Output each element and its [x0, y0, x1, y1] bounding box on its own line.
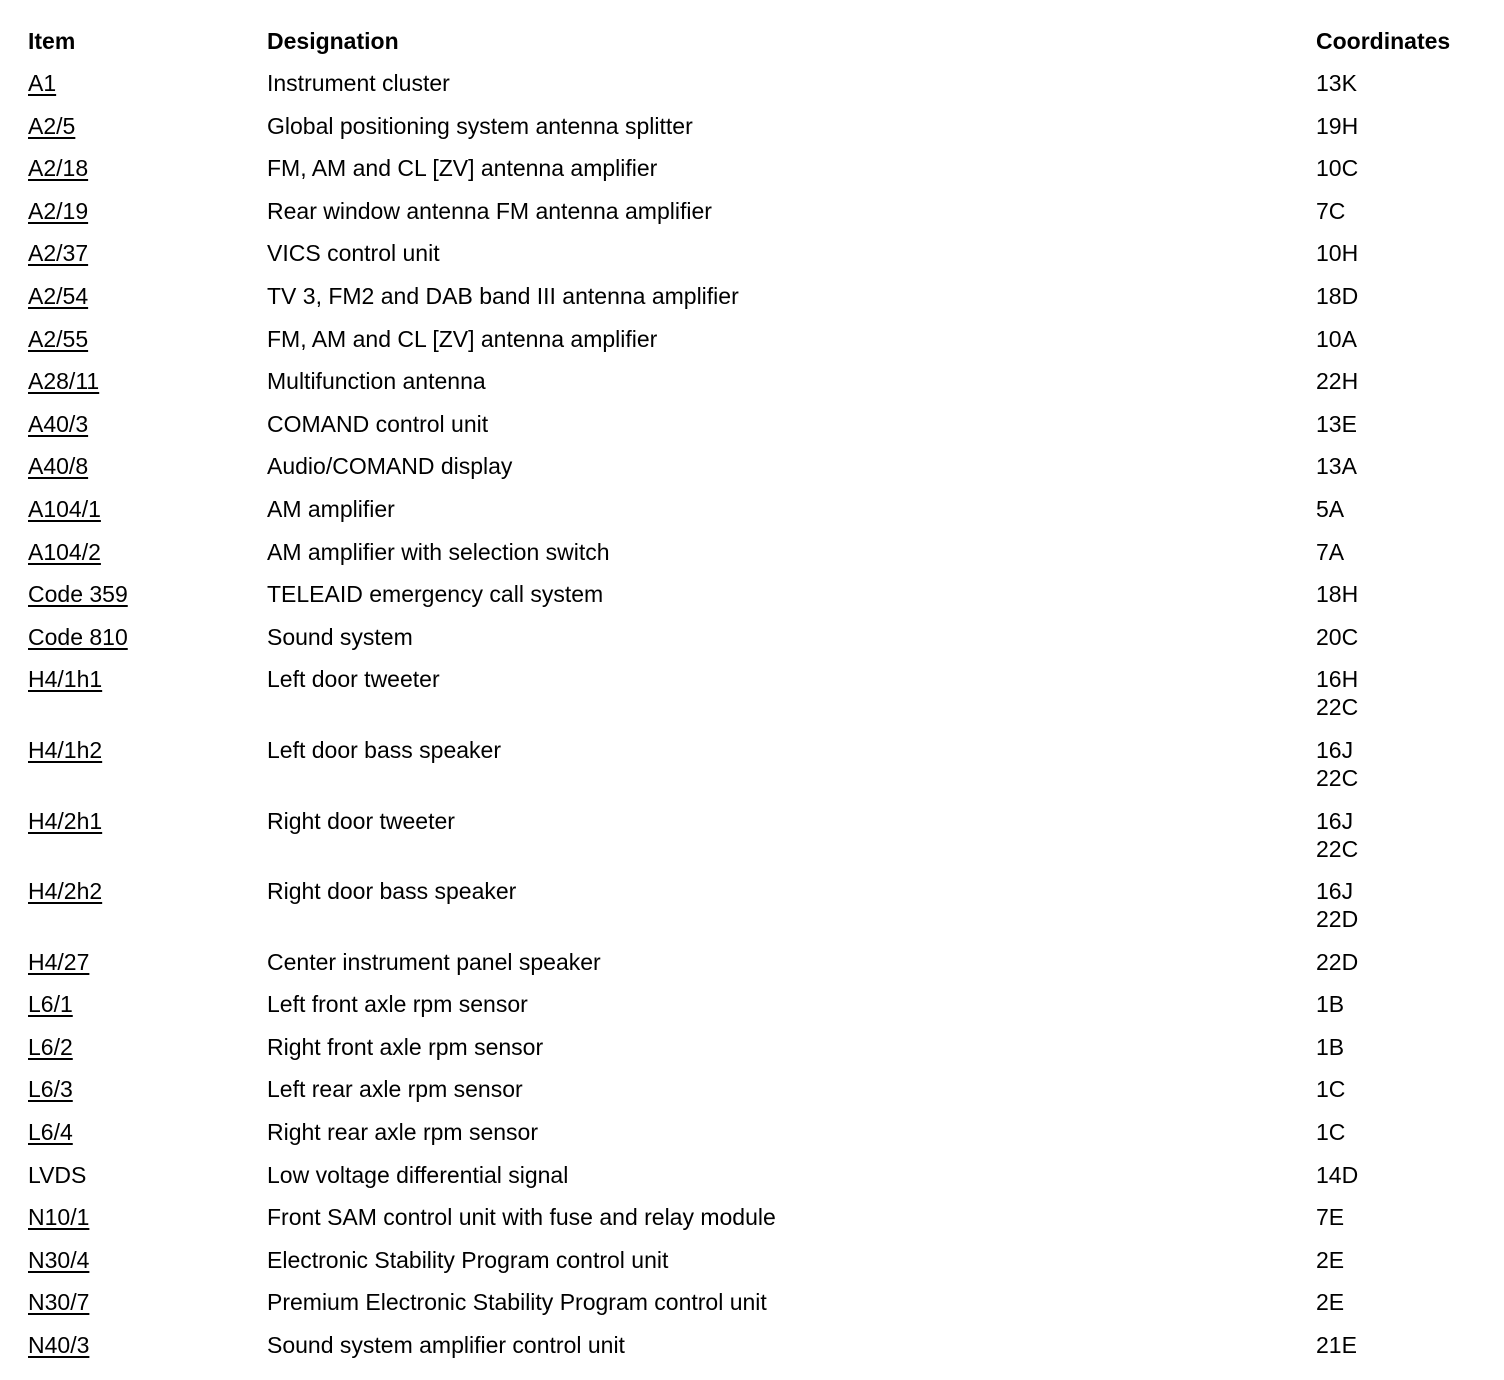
item-link[interactable]: A1 [28, 70, 57, 96]
item-cell [28, 1288, 267, 1316]
item-link[interactable]: H4/27 [28, 948, 90, 975]
item-cell [28, 410, 267, 438]
table-row [28, 452, 1488, 480]
item-cell [28, 1033, 267, 1061]
coordinate-value: 20C [1316, 623, 1359, 650]
designation-cell: AM amplifier with selection switch [267, 538, 610, 565]
coordinate-value: 16J [1316, 807, 1354, 834]
coordinate-value: 7C [1316, 197, 1346, 224]
table-body [28, 69, 1488, 1359]
designation-cell: FM, AM and CL [ZV] antenna amplifier [267, 325, 658, 352]
item-link[interactable]: Code 359 [28, 581, 128, 608]
item-link[interactable]: A104/2 [28, 538, 101, 565]
item-cell [28, 239, 267, 267]
coordinate-value: 1B [1316, 1033, 1345, 1060]
coordinate-value: 7A [1316, 538, 1345, 565]
table-row [28, 1033, 1488, 1061]
table-row [28, 410, 1488, 438]
designation-cell: Front SAM control unit with fuse and relay module [267, 1204, 776, 1231]
coordinate-value: 22H [1316, 368, 1359, 395]
coordinates-cell [1316, 1331, 1488, 1359]
designation-cell: Electronic Stability Program control unit [267, 1246, 669, 1273]
item-cell [28, 325, 267, 353]
table-row [28, 282, 1488, 310]
item-cell [28, 877, 267, 933]
coordinates-cell [1316, 495, 1488, 523]
item-cell [28, 197, 267, 225]
coordinate-value: 22C [1316, 835, 1359, 862]
item-cell [28, 538, 267, 566]
coordinates-cell [1316, 580, 1488, 608]
coordinate-value: 22C [1316, 694, 1359, 721]
designation-cell: COMAND control unit [267, 410, 489, 437]
table-row [28, 990, 1488, 1018]
coordinate-value: 18D [1316, 282, 1359, 309]
designation-cell: VICS control unit [267, 240, 440, 267]
coordinates-cell [1316, 990, 1488, 1018]
table-row [28, 580, 1488, 608]
coordinates-cell [1316, 1075, 1488, 1103]
coordinates-cell [1316, 367, 1488, 395]
coordinates-cell [1316, 1161, 1488, 1189]
coordinates-cell [1316, 112, 1488, 140]
coordinate-value: 13A [1316, 453, 1357, 480]
item-link[interactable]: N30/7 [28, 1289, 90, 1316]
table-row [28, 495, 1488, 523]
item-cell [28, 69, 267, 97]
designation-cell: Rear window antenna FM antenna amplifier [267, 197, 712, 224]
item-cell [28, 623, 267, 651]
coordinates-cell [1316, 807, 1488, 863]
coordinates-cell [1316, 1118, 1488, 1146]
table-row [28, 736, 1488, 792]
item-cell [28, 154, 267, 182]
table-row [28, 538, 1488, 566]
item-link[interactable]: A2/18 [28, 155, 89, 182]
designation-cell: AM amplifier [267, 495, 395, 522]
designation-cell: Audio/COMAND display [267, 453, 513, 480]
designation-cell: Low voltage differential signal [267, 1161, 569, 1188]
table-row [28, 1288, 1488, 1316]
table-row [28, 877, 1488, 933]
item-link[interactable]: A28/11 [28, 368, 100, 395]
item-cell [28, 948, 267, 976]
item-cell [28, 990, 267, 1018]
item-cell [28, 1203, 267, 1231]
designation-cell: Left door tweeter [267, 666, 440, 693]
item-cell [28, 1118, 267, 1146]
header-designation: Designation [267, 28, 399, 54]
designation-cell: Left front axle rpm sensor [267, 991, 528, 1018]
coordinates-cell [1316, 948, 1488, 976]
designation-cell: Left door bass speaker [267, 736, 501, 763]
table-row [28, 623, 1488, 651]
item-link[interactable]: A40/3 [28, 410, 89, 437]
coordinate-value: 2E [1316, 1246, 1345, 1273]
header-coordinates: Coordinates [1316, 28, 1451, 54]
coordinates-cell [1316, 197, 1488, 225]
item-link[interactable]: H4/1h2 [28, 736, 103, 763]
table-row [28, 665, 1488, 721]
item-cell [28, 452, 267, 480]
coordinate-value: 22D [1316, 948, 1359, 975]
designation-cell: Right front axle rpm sensor [267, 1033, 544, 1060]
item-link[interactable]: A2/55 [28, 325, 89, 352]
coordinates-cell [1316, 665, 1488, 721]
item-link[interactable]: H4/2h1 [28, 807, 103, 834]
designation-cell: Global positioning system antenna splitter [267, 112, 693, 139]
coordinate-value: 22D [1316, 906, 1359, 933]
table-row [28, 239, 1488, 267]
item-link[interactable]: L6/1 [28, 991, 73, 1018]
coordinate-value: 13K [1316, 70, 1357, 96]
item-link[interactable]: Code 810 [28, 623, 128, 650]
table-row [28, 1075, 1488, 1103]
coordinate-value: 16J [1316, 736, 1354, 763]
coordinate-value: 10H [1316, 240, 1359, 267]
item-label: LVDS [28, 1161, 87, 1188]
item-cell [28, 495, 267, 523]
coordinates-cell [1316, 1203, 1488, 1231]
coordinate-value: 1B [1316, 991, 1345, 1018]
item-cell [28, 580, 267, 608]
coordinate-value: 13E [1316, 410, 1357, 437]
coordinate-value: 18H [1316, 581, 1359, 608]
item-cell [28, 1075, 267, 1103]
designation-cell: Premium Electronic Stability Program control unit [267, 1289, 767, 1316]
coordinates-cell [1316, 1246, 1488, 1274]
designation-cell: Left rear axle rpm sensor [267, 1076, 523, 1103]
table-header [28, 27, 1488, 55]
item-link[interactable]: H4/2h2 [28, 878, 103, 905]
designation-cell: Sound system amplifier control unit [267, 1332, 625, 1359]
item-cell [28, 1161, 267, 1189]
item-link[interactable]: L6/3 [28, 1076, 73, 1103]
item-cell [28, 1331, 267, 1359]
table-row [28, 1203, 1488, 1231]
coordinates-cell [1316, 69, 1488, 97]
component-legend-table [28, 27, 1488, 1374]
coordinates-cell [1316, 325, 1488, 353]
coordinates-cell [1316, 282, 1488, 310]
item-link[interactable]: A104/1 [28, 495, 101, 522]
coordinate-value: 14D [1316, 1161, 1359, 1188]
table-row [28, 112, 1488, 140]
coordinate-value: 10C [1316, 155, 1359, 182]
coordinate-value: 10A [1316, 325, 1357, 352]
coordinate-value: 7E [1316, 1204, 1345, 1231]
item-cell [28, 367, 267, 395]
designation-cell: Instrument cluster [267, 70, 450, 96]
table-row [28, 948, 1488, 976]
coordinate-value: 2E [1316, 1289, 1345, 1316]
item-link[interactable]: N40/3 [28, 1332, 90, 1359]
item-link[interactable]: A40/8 [28, 453, 89, 480]
item-link[interactable]: L6/4 [28, 1119, 73, 1146]
table-row [28, 1246, 1488, 1274]
coordinate-value: 16J [1316, 878, 1354, 905]
designation-cell: TELEAID emergency call system [267, 581, 604, 608]
designation-cell: TV 3, FM2 and DAB band III antenna amplifier [267, 282, 739, 309]
coordinate-value: 16H [1316, 666, 1359, 693]
coordinates-cell [1316, 410, 1488, 438]
item-cell [28, 807, 267, 863]
table-row [28, 807, 1488, 863]
item-link[interactable]: H4/1h1 [28, 666, 103, 693]
coordinates-cell [1316, 1033, 1488, 1061]
coordinates-cell [1316, 877, 1488, 933]
table-row [28, 1161, 1488, 1189]
table-row [28, 1331, 1488, 1359]
item-cell [28, 736, 267, 792]
item-link[interactable]: A2/54 [28, 282, 89, 309]
item-cell [28, 665, 267, 721]
coordinates-cell [1316, 538, 1488, 566]
coordinate-value: 1C [1316, 1119, 1346, 1146]
item-link[interactable]: A2/37 [28, 240, 89, 267]
designation-cell: Right door bass speaker [267, 878, 517, 905]
designation-cell: Right door tweeter [267, 807, 455, 834]
designation-cell: Center instrument panel speaker [267, 948, 601, 975]
coordinates-cell [1316, 1288, 1488, 1316]
table-row [28, 197, 1488, 225]
coordinates-cell [1316, 623, 1488, 651]
coordinates-cell [1316, 239, 1488, 267]
coordinate-value: 22C [1316, 764, 1359, 791]
coordinates-cell [1316, 736, 1488, 792]
item-cell [28, 282, 267, 310]
item-link[interactable]: L6/2 [28, 1033, 73, 1060]
table-row [28, 1118, 1488, 1146]
item-link[interactable]: N10/1 [28, 1204, 90, 1231]
item-link[interactable]: N30/4 [28, 1246, 90, 1273]
designation-cell: FM, AM and CL [ZV] antenna amplifier [267, 155, 658, 182]
designation-cell: Sound system [267, 623, 413, 650]
item-link[interactable]: A2/5 [28, 112, 76, 139]
coordinates-cell [1316, 452, 1488, 480]
table-row [28, 69, 1488, 97]
coordinate-value: 5A [1316, 495, 1345, 522]
coordinate-value: 19H [1316, 112, 1359, 139]
designation-cell: Right rear axle rpm sensor [267, 1119, 538, 1146]
coordinates-cell [1316, 154, 1488, 182]
coordinate-value: 21E [1316, 1332, 1357, 1359]
table-row [28, 367, 1488, 395]
item-link[interactable]: A2/19 [28, 197, 89, 224]
coordinate-value: 1C [1316, 1076, 1346, 1103]
header-item: Item [28, 28, 76, 54]
table-row [28, 325, 1488, 353]
table-row [28, 154, 1488, 182]
item-cell [28, 1246, 267, 1274]
item-cell [28, 112, 267, 140]
designation-cell: Multifunction antenna [267, 368, 486, 395]
